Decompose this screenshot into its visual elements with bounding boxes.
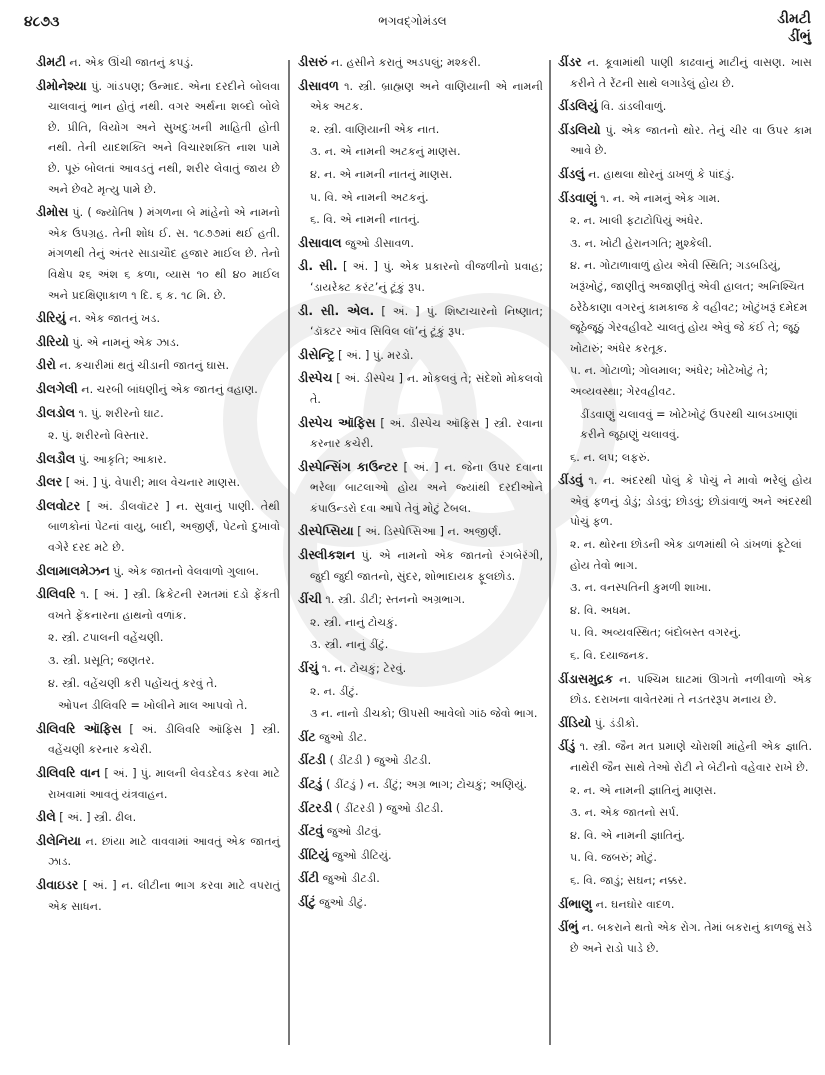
definition: પું. એ નામનું એક ઝાડ. <box>72 335 180 349</box>
dictionary-entry <box>36 76 280 201</box>
dictionary-entry <box>36 875 280 917</box>
column-divider <box>288 60 290 1045</box>
dictionary-entry <box>298 658 543 680</box>
dictionary-entry <box>298 457 543 520</box>
definition: ન. એક ઊંચી જાતનું કપડું. <box>69 56 194 69</box>
dictionary-entry <box>298 845 543 867</box>
dictionary-entry <box>298 727 543 749</box>
dictionary-entry <box>298 774 543 796</box>
dictionary-entry <box>298 589 543 611</box>
usage-note: ઓપન ડીલિવરિ = ખોલીને માલ આપવો તે. <box>58 699 248 713</box>
dictionary-entry <box>558 917 812 959</box>
headword: ડીંભું <box>558 919 579 935</box>
headword: ડીરિયું <box>36 310 66 326</box>
guide-word-last: ડીંભું <box>788 29 811 45</box>
headword: ડીલડોલ <box>36 404 75 420</box>
definition: પું. આકૃતિ; આકાર. <box>78 452 167 466</box>
dictionary-entry <box>298 521 543 543</box>
dictionary-entry <box>36 584 280 626</box>
sub-sense: ૩. ન. ખોટી હેરાનગતિ; મુશ્કેલી. <box>570 236 712 250</box>
headword: ડીલેનિયા <box>36 832 81 848</box>
definition: ( ડીંટરડી ) જુઓ ડીટડી. <box>335 801 444 815</box>
dictionary-entry <box>36 355 280 377</box>
definition: ન. ચરબી બાંધણીનું એક જાતનું વહાણ. <box>81 382 258 396</box>
guide-word-first: ડીમટી <box>777 11 811 27</box>
definition: ન. છાંયા માટે વાવવામાં આવતું એક જાતનું ઝાડ. <box>48 834 280 869</box>
headword: ડીંટવું <box>298 823 324 839</box>
headword: ડીસાવળ <box>298 77 339 93</box>
dictionary-entry <box>36 472 280 494</box>
definition: [ અં. ] પું. મરડો. <box>338 348 414 362</box>
dictionary-entry <box>298 301 543 343</box>
sub-sense: ૫. વિ. એ નામની અટકનું. <box>310 190 429 204</box>
dictionary-entry <box>558 96 812 118</box>
definition: જુઓ ડીટ. <box>319 730 367 744</box>
headword: ડીંભાણુ <box>558 895 593 911</box>
headword: ડીરિયો <box>36 333 69 349</box>
dictionary-entry <box>36 496 280 559</box>
sub-sense: ૩. ન. વનસ્પતિની કુમળી શાખા. <box>570 581 712 595</box>
dictionary-entry <box>36 807 280 829</box>
headword: ડીંટરડી <box>298 799 333 815</box>
headword: ડીંટિયું <box>298 846 329 862</box>
headword: ડીલે <box>36 809 56 825</box>
headword: ડીલામાલમેઝન <box>36 562 110 578</box>
headword: ડીંડાસમુદ્રક <box>558 670 614 686</box>
dictionary-entry <box>298 233 543 255</box>
column-divider <box>549 60 551 1045</box>
definition: ૧. સ્ત્રી. ડીટી; સ્તનનો અગ્રભાગ. <box>325 593 466 607</box>
headword: ડીસ્પેપ્સિયા <box>298 523 354 539</box>
dictionary-entry <box>298 798 543 820</box>
definition: ન. પશ્ચિમ ઘાટમાં ઊગતો નળીવાળો એક છોડ. દરાખના વાવેતરમાં તે નડતરરૂપ મનાય છે. <box>570 672 812 707</box>
sub-sense: ૩. ન. એક જાતનો સર્પ. <box>570 806 680 820</box>
usage-note: ડીંડવાણું ચલાવવું = ખોટેખોટું ઉપરથી ચાબડખાણાં કરીને જૂઠાણું ચલાવવું. <box>580 407 798 442</box>
dictionary-entry <box>298 545 543 587</box>
headword: ડીંટડી <box>298 752 326 768</box>
headword: ડીંટું <box>298 893 316 909</box>
headword: ડીસેન્ટ્રિ <box>298 346 335 362</box>
definition: ન. હસીને કરાતું અડપલું; મશ્કરી. <box>331 56 481 69</box>
headword: ડી. સી. <box>298 258 338 274</box>
sub-sense: ૨. ન. ખાલી ફટાટોપિયું અંધેર. <box>570 214 704 228</box>
dictionary-entry <box>558 713 812 735</box>
dictionary-entry <box>298 345 543 367</box>
headword: ડીંટડું <box>298 776 323 791</box>
dictionary-entry <box>298 52 543 74</box>
definition: [ અં. ડીસ્પેચ ઑફિસ ] સ્ત્રી. રવાના કરનાર કચેરી. <box>310 416 543 451</box>
definition: [ અં. ] ન. લીટીના ભાગ કરવા માટે વપરાતું એક સાધન. <box>48 878 280 913</box>
sub-sense: ૫. વિ. જબરું; મોટું. <box>570 851 657 865</box>
dictionary-entry <box>558 120 812 162</box>
headword: ડીસ્પેચ ઑફિસ <box>298 414 376 430</box>
sub-sense: ૨. પું. શરીરનો વિસ્તાર. <box>48 429 149 443</box>
dictionary-entry <box>558 470 812 533</box>
sub-sense: ૨. ન. થોરના છોડની એક ડાળમાંથી બે ડાંખળાં ફૂટેલાં હોય તેવો ભાગ. <box>570 538 802 572</box>
headword: ડીંટ <box>298 728 316 744</box>
definition: ( ડીંટડી ) જુઓ ડીટડી. <box>329 754 432 768</box>
dictionary-entry <box>298 750 543 772</box>
sub-sense: ૨. સ્ત્રી. નાનું ટોચકું. <box>310 615 398 629</box>
dictionary-entry <box>558 188 812 210</box>
headword: ડીલિવરિ ઑફિસ <box>36 720 122 736</box>
page-number: ૪૮૭૩ <box>24 14 60 30</box>
definition: ન. એક જાતનું ખડ. <box>69 312 161 326</box>
sub-sense: ૬. વિ. એ નામની નાતનું. <box>310 213 420 227</box>
sub-sense: ૩. સ્ત્રી. પ્રસૂતિ; જણતર. <box>48 654 155 668</box>
headword: ડીંડું <box>558 738 576 754</box>
headword: ડીમટી <box>36 54 66 69</box>
dictionary-columns <box>36 52 825 1052</box>
dictionary-entry <box>36 52 280 74</box>
sub-sense: ૪. વિ. એ નામની જ્ઞાતિનું. <box>570 828 685 842</box>
sub-sense: ૨. સ્ત્રી. વાણિયાની એક નાત. <box>310 122 440 136</box>
headword: ડીંચી <box>298 591 322 607</box>
definition: ન. ઘનઘોર વાદળ. <box>595 897 675 911</box>
headword: ડી. સી. એલ. <box>298 302 375 318</box>
headword: ડીંડલું <box>558 165 585 181</box>
definition: [ અં. ડીલવૉટર ] ન. સુવાનું પાણી. તેથી બાળકોનાં પેટનાં વાયુ, બાદી, અજીર્ણ, પેટનો દુખાવો વગેરે દરદ મટે છે. <box>48 499 280 555</box>
definition: પું. એક જાતનો વેલવાળો ગુલાબ. <box>113 564 259 578</box>
dictionary-entry <box>36 202 280 306</box>
definition: ૧. પું. શરીરનો ઘાટ. <box>78 406 164 420</box>
headword: ડીલડૌલ <box>36 450 76 466</box>
definition: [ અં. ડીસ્પેચ ] ન. મોકલવું તે; સંદેશો મોકલવો તે. <box>310 372 543 406</box>
definition: [ અં. ] પું. એક પ્રકારનો વીજળીનો પ્રવાહ; ‘ડાયરેક્ટ કરંટ’નું ટૂંકું રૂપ. <box>310 260 544 294</box>
headword: ડીંડર <box>558 54 582 69</box>
definition: ન. કૂવામાંથી પાણી કાઢવાનું માટીનું વાસણ. ખાસ કરીને તે રેંટની સાથે લગાડેલું હોય છે. <box>570 56 812 90</box>
definition: [ અં. ] પું. શિષ્ટાચારનો નિષ્ણાત; ‘ડૉક્ટર ઑવ સિવિલ લૉ’નું ટૂંકું રૂપ. <box>310 304 543 339</box>
sub-sense: ૪. વિ. અધમ. <box>570 603 631 617</box>
dictionary-entry <box>36 561 280 583</box>
definition: [ અં. ] પું. વેપારી; માલ વેચનાર માણસ. <box>65 476 241 490</box>
headword: ડીમોનેશ્યા <box>36 77 87 93</box>
column-2 <box>298 52 543 916</box>
sub-sense: ૬. ન. લપ; લફરું. <box>570 450 651 464</box>
dictionary-entry <box>558 894 812 916</box>
sub-sense: ૩. સ્ત્રી. નાનું ડીંટું. <box>310 638 389 652</box>
definition: જુઓ ડીટડી. <box>322 872 380 886</box>
definition: પું. ( જ્યોતિષ ) મંગળના બે માંહેનો એ નામનો એક ઉપગ્રહ. તેની શોધ ઈ. સ. ૧૮૭૭માં થઈ હતી. મંગળથી તેનું અંતર સાડાચૌદ હજાર માઈલ છે. તેનો વિક્ષેપ ૨૬ અંશ ૬ કળા, વ્યાસ ૧૦ થી ૪૦ માઈલ અને પ્રદક્ષિણાકાળ ૧ દિ. ૬ ક. ૧૮ મિ. છે. <box>48 206 280 302</box>
definition: વિ. ડાંડલીવાળું. <box>601 100 667 114</box>
headword: ડીલગેલી <box>36 380 78 396</box>
headword: ડીસરું <box>298 54 328 69</box>
definition: ૧. ન. અંદરથી પોલું કે પોચું ને માવો ભરેલું હોય એવું ફળનું ડોડું; ડોડવું; છોડવું; છોડાંવાળું અને અંદરથી પોચું ફળ. <box>570 474 812 529</box>
headword: ડીવાઇડર <box>36 876 79 892</box>
sub-sense: ૬. વિ. દયાજનક. <box>570 649 649 663</box>
dictionary-entry <box>298 868 543 890</box>
dictionary-entry <box>558 669 812 711</box>
definition: પું. ગાંડપણ; ઉન્માદ. એના દરદીને બોલવા ચાલવાનું ભાન હોતું નથી. વગર અર્થના શબ્દો બોલે છે. પ્રીતિ, વિયોગ અને સુખદુઃખની માહિતી હોતી નથી. તેની યાદશક્તિ અને વિચારશક્તિ નાશ પામે છે. પૂરું બોલતાં આવડતું નથી, શરીર લેવાતું જાય છે અને છેવટે મૃત્યુ પામે છે. <box>48 79 280 196</box>
definition: ન. કચારીમાં થતું ચીડાની જાતનું ઘાસ. <box>59 359 230 373</box>
headword: ડીંડિયો <box>558 714 592 730</box>
headword: ડીસાવાલ <box>298 234 342 250</box>
definition: [ અં. ] સ્ત્રી. ઢીલ. <box>59 811 137 825</box>
sub-sense: ૨. ન. એ નામની જ્ઞાતિનું માણસ. <box>570 783 717 797</box>
dictionary-entry <box>558 52 812 94</box>
dictionary-entry <box>298 413 543 455</box>
sub-sense: ૪. સ્ત્રી. વહેંચણી કરી પહોંચતું કરવું તે. <box>48 676 218 690</box>
dictionary-entry <box>298 76 543 118</box>
dictionary-entry <box>298 821 543 843</box>
definition: ૧. ન. ટોચકું; ટેરવું. <box>321 662 407 676</box>
headword: ડીંડવું <box>558 472 583 488</box>
headword: ડીલર <box>36 474 63 490</box>
definition: જુઓ ડીસાવળ. <box>345 236 414 250</box>
definition: [ અં. ] પું. માલની લેવડદેવડ કરવા માટે રાખવામાં આવતું યંત્રવાહન. <box>48 767 280 801</box>
sub-sense: ૫. ન. ગોટાળો; ગોલમાલ; અંધેર; ખોટેખોટું તે; અવ્યવસ્થા; ગેરવહીવટ. <box>570 364 769 398</box>
dictionary-entry <box>36 719 280 761</box>
dictionary-entry <box>36 403 280 425</box>
sub-sense: ૩. ન. એ નામની અટકનું માણસ. <box>310 145 461 159</box>
running-title: ભગવદ્ગોમંડલ <box>378 14 447 28</box>
definition: જુઓ ડીટવું. <box>326 825 382 839</box>
dictionary-entry <box>36 332 280 354</box>
definition: જુઓ ડીટું. <box>319 895 367 909</box>
definition: [ અં. ડીલિવરિ ઑફિસ ] સ્ત્રી. વહેંચણી કરનાર કચેરી. <box>48 722 280 757</box>
column-1 <box>36 52 280 919</box>
definition: પું. એક જાતનો થોર. તેનું ચીર વા ઉપર કામ આવે છે. <box>570 123 812 158</box>
headword: ડીરો <box>36 357 56 373</box>
definition: [ અં. ડિસ્પેપ્સિઆ ] ન. અજીર્ણ. <box>357 525 502 539</box>
headword: ડીમોસ <box>36 204 69 220</box>
definition: પું. ડંડીકો. <box>594 716 639 730</box>
dictionary-entry <box>36 379 280 401</box>
headword: ડીંડવાણું <box>558 189 597 205</box>
headword: ડીસ્લીકશન <box>298 547 355 563</box>
sub-sense: ૬. વિ. જાડું; સઘન; નક્કર. <box>570 873 687 887</box>
definition: ૧. ન. એ નામનું એક ગામ. <box>600 191 721 205</box>
column-3 <box>558 52 812 961</box>
sub-sense: ૩ ન. નાનો ડીચકો; ઊપસી આવેલો ગાંઠ જેવો ભાગ. <box>310 707 538 721</box>
headword: ડીંટી <box>298 870 320 886</box>
dictionary-entry <box>298 368 543 410</box>
sub-sense: ૪. ન. એ નામની નાતનું માણસ. <box>310 167 453 181</box>
headword: ડીંચું <box>298 660 319 676</box>
sub-sense: ૨. સ્ત્રી. ટપાલની વહેંચણી. <box>48 631 164 645</box>
sub-sense: ૨. ન. ડીંટું. <box>310 684 359 698</box>
headword: ડીલિવરિ વાન <box>36 765 101 780</box>
definition: ૧. [ અં. ] સ્ત્રી. ક્રિકેટની રમતમાં દડો ફેંકતી વખતે ફેંકનારના હાથનો વળાંક. <box>48 588 280 622</box>
definition: જુઓ ડીટિયું. <box>332 848 392 862</box>
definition: [ અં. ] ન. જેના ઉપર દવાના ભરેલા બાટલાઓ હોય અને જ્યાંથી દરદીઓને કંપાઉન્ડરો દવા આપે તેવું મોટું ટેબલ. <box>310 460 543 515</box>
page-header <box>0 0 825 50</box>
dictionary-entry <box>36 831 280 873</box>
headword: ડીસ્પેન્સિંગ કાઉન્ટર <box>298 458 398 474</box>
dictionary-entry <box>36 449 280 471</box>
headword: ડીંડલિયો <box>558 121 601 137</box>
definition: ૧. સ્ત્રી. જૈન મત પ્રમાણે ચોરાશી માંહેની એક જ્ઞાતિ. નાથેરી જૈન સાથે તેઓ રોટી ને બેટીનો વહેવાર રાખે છે. <box>570 740 812 774</box>
headword: ડીલવોટર <box>36 497 81 513</box>
dictionary-entry <box>36 763 280 805</box>
dictionary-entry <box>298 892 543 914</box>
dictionary-entry <box>558 736 812 778</box>
headword: ડીલિવરિ <box>36 586 76 602</box>
definition: ૧. સ્ત્રી. બ્રાહ્મણ અને વાણિયાની એ નામની એક અટક. <box>310 79 544 114</box>
definition: પું. એ નામનો એક જાતનો રંગબેરંગી, જુદી જુદી જાતનો, સુંદર, શોભાદાયક ફૂલછોડ. <box>310 549 543 583</box>
guide-words <box>777 10 811 46</box>
dictionary-entry <box>298 256 543 298</box>
sub-sense: ૪. ન. ગોટાળાવાળું હોય એવી સ્થિતિ; ગડબડિયું, ખરૂંખોટું, જાણીતું અજાણીતું એવી હાલત; અનિશ્ચિત ઠરેઠેકાણા વગરનું કામકાજ કે વહીવટ; ખોટુંખરૂં દમેદમ જૂઠેજૂઠું ગેરવહીવટે ચાલતું હોય એવું જે કંઈ તે; જૂઠું ખોટારું; અંધેર કરતૂક. <box>570 259 808 355</box>
headword: ડીસ્પેચ <box>298 370 333 386</box>
definition: ન. બકરાને થતો એક રોગ. તેમાં બકરાનું કાળજું સડે છે અને રાડો પાડે છે. <box>570 921 812 955</box>
definition: ( ડીંટડું ) ન. ડીંટું; અગ્ર ભાગ; ટોચકું; અણિયું. <box>325 778 527 791</box>
headword: ડીંડલિયું <box>558 98 598 114</box>
dictionary-entry <box>558 164 812 186</box>
sub-sense: ૫. વિ. અવ્યવસ્થિત; બંદોબસ્ત વગરનું. <box>570 626 742 640</box>
definition: ન. હાથલા થોરનું ડાખળું કે પાંદડું. <box>588 167 735 181</box>
dictionary-entry <box>36 308 280 330</box>
